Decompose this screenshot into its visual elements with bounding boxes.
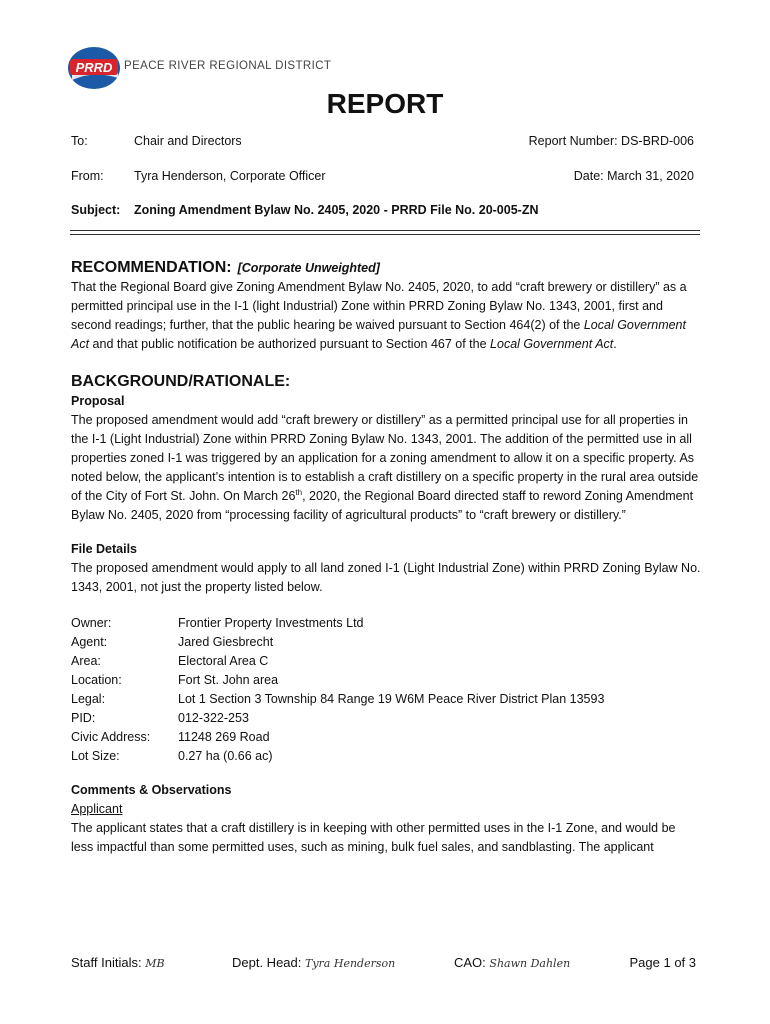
detail-value: 0.27 ha (0.66 ac)	[178, 749, 273, 763]
staff-signature: MB	[145, 957, 165, 970]
proposal-text: The proposed amendment would add “craft brewery or distillery” as a permitted principal use for all properties in the I-1 (Light Industrial) Zone within PRRD Zoning Bylaw No. 1343, 2001. The addition of the permitted use in all properties zoned I-1 was triggered by an application for a zoning amendment to allow it on a specific property. As noted below, the applicant’s intention is to establish a craft distillery on a specific property in the rural area outside of the City of Fort St. John. On March 26th, 2020, the Regional Board directed staff to reword Zoning Amendment Bylaw No. 2405, 2020 from “processing facility of agricultural products” to “craft brewery or distillery.”	[71, 413, 699, 522]
detail-label: Owner:	[71, 616, 112, 630]
dept-head: Dept. Head: Tyra Henderson	[232, 955, 396, 970]
from-label: From:	[71, 169, 104, 183]
detail-label: PID:	[71, 711, 96, 725]
org-name: PEACE RIVER REGIONAL DISTRICT	[124, 60, 332, 72]
recommendation-text: That the Regional Board give Zoning Amendment Bylaw No. 2405, 2020, to add “craft brewery or distillery” as a permitted principal use in the I-1 (light Industrial) Zone within PRRD Zoning Bylaw No. 1343, 2001, first and second readings; further, that the public hearing be waived pursuant to Section 464(2) of the Local Government Act and that public notification be authorized pursuant to Section 467 of the Local Government Act.	[71, 280, 687, 351]
comments-heading: Comments & Observations	[71, 783, 232, 797]
cao: CAO: Shawn Dahlen	[454, 955, 571, 970]
detail-value: 012-322-253	[178, 711, 249, 725]
dept-signature: Tyra Henderson	[305, 957, 396, 970]
detail-value: 11248 269 Road	[178, 730, 270, 744]
to-label: To:	[71, 134, 88, 148]
property-details	[71, 614, 701, 766]
report-number: Report Number: DS-BRD-006	[528, 134, 694, 148]
detail-label: Location:	[71, 673, 122, 687]
detail-value: Electoral Area C	[178, 654, 269, 668]
applicant-heading: Applicant	[71, 802, 123, 816]
detail-value: Jared Giesbrecht	[178, 635, 274, 649]
cao-signature: Shawn Dahlen	[489, 957, 571, 970]
report-title: REPORT	[326, 88, 444, 119]
subject-value: Zoning Amendment Bylaw No. 2405, 2020 - PRRD File No. 20-005-ZN	[134, 203, 539, 217]
subject-label: Subject:	[71, 203, 121, 217]
logo-lettering: PRRD	[75, 60, 113, 75]
report-date: Date: March 31, 2020	[573, 169, 694, 183]
detail-label: Area:	[71, 654, 101, 668]
applicant-text: The applicant states that a craft distillery is in keeping with other permitted uses in the I-1 Zone, and would be less impactful than some permitted uses, such as mining, bulk fuel sales, and sandblasting. The applicant	[71, 821, 676, 854]
staff-initials: Staff Initials: MB	[71, 955, 165, 970]
to-value: Chair and Directors	[134, 134, 242, 148]
detail-value: Lot 1 Section 3 Township 84 Range 19 W6M Peace River District Plan 13593	[178, 692, 605, 706]
detail-label: Legal:	[71, 692, 106, 706]
from-value: Tyra Henderson, Corporate Officer	[134, 169, 326, 183]
detail-value: Fort St. John area	[178, 673, 279, 687]
detail-label: Civic Address:	[71, 730, 151, 744]
background-heading: BACKGROUND/RATIONALE:	[71, 373, 291, 390]
detail-label: Lot Size:	[71, 749, 120, 763]
recommendation-heading: RECOMMENDATION: [Corporate Unweighted]	[71, 259, 380, 276]
file-details-heading: File Details	[71, 542, 137, 556]
report-body	[71, 258, 701, 857]
file-details-text: The proposed amendment would apply to all land zoned I-1 (Light Industrial Zone) within PRRD Zoning Bylaw No. 1343, 2001, not just the property listed below.	[71, 561, 701, 594]
recommendation-note: [Corporate Unweighted]	[237, 261, 380, 275]
page-number: Page 1 of 3	[629, 955, 696, 970]
header-divider	[70, 230, 700, 235]
proposal-heading: Proposal	[71, 394, 125, 408]
detail-value: Frontier Property Investments Ltd	[178, 616, 364, 630]
detail-label: Agent:	[71, 635, 108, 649]
